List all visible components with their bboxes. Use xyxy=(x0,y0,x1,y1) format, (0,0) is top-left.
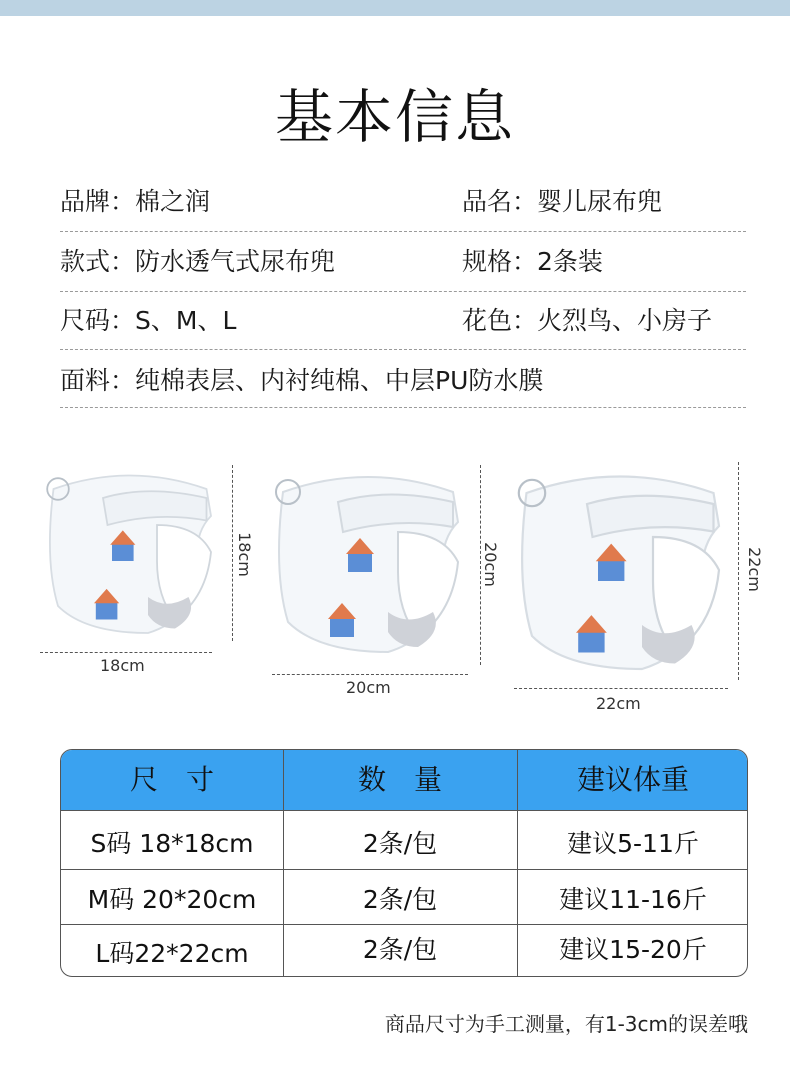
row-divider xyxy=(61,924,747,925)
dashed-divider xyxy=(60,407,746,408)
height-label: 22cm xyxy=(744,547,764,592)
height-label: 18cm xyxy=(234,532,254,577)
row-divider xyxy=(61,869,747,870)
page-title: 基本信息 xyxy=(274,83,515,151)
info-row xyxy=(60,182,746,222)
table-cell-size: M码 20*20cm xyxy=(87,885,257,914)
height-measure-line xyxy=(232,465,233,641)
diaper-image xyxy=(40,462,220,642)
table-cell-weight: 建议11-16斤 xyxy=(559,885,707,914)
width-label: 20cm xyxy=(346,678,391,697)
table-cell-quantity: 2条/包 xyxy=(362,935,438,964)
row-divider xyxy=(61,810,747,811)
table-header-size: 尺 寸 xyxy=(129,763,214,796)
footnote: 商品尺寸为手工测量，有1-3cm的误差哦 xyxy=(384,1012,748,1036)
info-row xyxy=(60,361,746,401)
table-cell-weight: 建议5-11斤 xyxy=(567,829,699,858)
height-label: 20cm xyxy=(480,542,500,587)
brand-text: 品牌：棉之润 xyxy=(60,187,211,216)
dashed-divider xyxy=(60,291,746,292)
table-header-weight: 建议体重 xyxy=(576,763,689,796)
material-text: 面料：纯棉表层、内衬纯棉、中层PU防水膜 xyxy=(60,366,544,395)
table-cell-size: S码 18*18cm xyxy=(90,829,254,858)
width-measure-line xyxy=(272,674,468,675)
width-measure-line xyxy=(40,652,212,653)
table-cell-size: L码22*22cm xyxy=(95,939,249,968)
diaper-image xyxy=(268,462,468,662)
product-name-text: 品名：婴儿尿布兜 xyxy=(462,187,663,216)
diaper-image xyxy=(510,460,730,680)
height-measure-line xyxy=(738,462,739,680)
pattern-text: 花色：火烈鸟、小房子 xyxy=(462,306,713,335)
dashed-divider xyxy=(60,231,746,232)
table-header-quantity: 数 量 xyxy=(357,763,442,796)
size-table xyxy=(60,749,748,977)
table-cell-quantity: 2条/包 xyxy=(362,885,438,914)
top-color-band xyxy=(0,0,790,16)
table-cell-weight: 建议15-20斤 xyxy=(559,935,707,964)
width-label: 18cm xyxy=(100,656,145,675)
table-cell-quantity: 2条/包 xyxy=(362,829,438,858)
width-measure-line xyxy=(514,688,728,689)
dashed-divider xyxy=(60,349,746,350)
width-label: 22cm xyxy=(596,694,641,713)
style-text: 款式：防水透气式尿布兜 xyxy=(60,247,336,276)
info-row xyxy=(60,242,746,282)
size-text: 尺码：S、M、L xyxy=(60,306,237,335)
spec-text: 规格：2条装 xyxy=(462,247,603,276)
info-row xyxy=(60,301,746,341)
